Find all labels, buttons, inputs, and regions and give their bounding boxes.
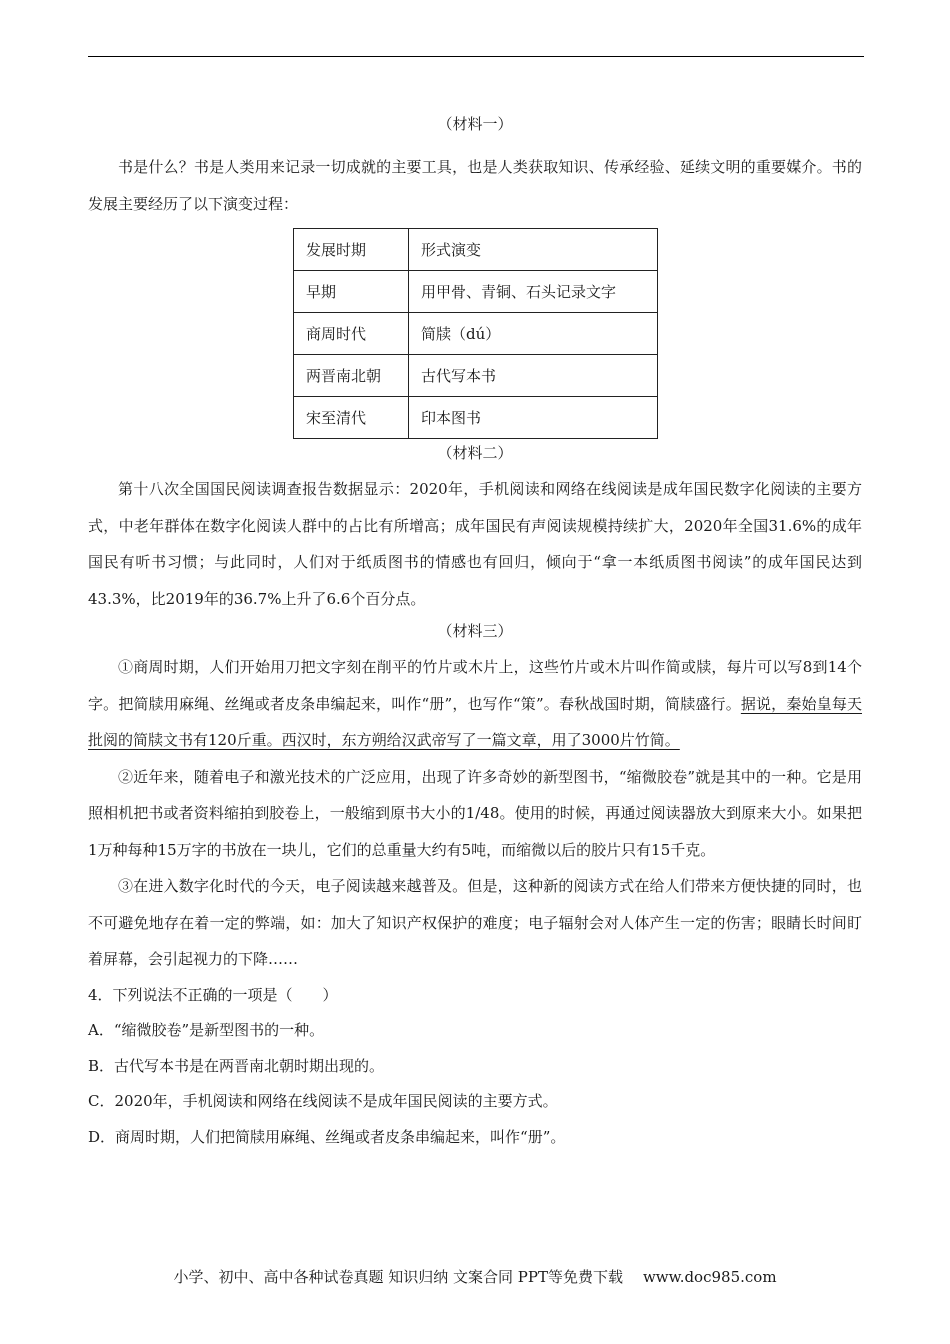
material-3-paragraph-3: ③在进入数字化时代的今天，电子阅读越来越普及。但是，这种新的阅读方式在给人们带来方便快捷的同时，也不可避免地存在着一定的弊端，如：加大了知识产权保护的难度；电子辐射会对人体产生一定的伤害；眼睛长时间盯着屏幕，会引起视力的下降…… [88,877,862,968]
material-1-heading: （材料一） [437,115,513,133]
table-row [294,271,658,313]
page-footer [0,1266,950,1287]
table-cell: 印本图书 [409,397,658,439]
document-body [88,112,862,1155]
table-cell: 用甲骨、青铜、石头记录文字 [409,271,658,313]
table-cell: 宋至清代 [294,397,409,439]
option-d: D．商周时期，人们把简牍用麻绳、丝绳或者皮条串编起来，叫作“册”。 [88,1127,566,1146]
material-1-intro: 书是什么？书是人类用来记录一切成就的主要工具，也是人类获取知识、传承经验、延续文明的重要媒介。书的发展主要经历了以下演变过程： [88,158,862,213]
table-header-row [294,229,658,271]
table-row [294,313,658,355]
header-rule [88,56,864,57]
option-b: B．古代写本书是在两晋南北朝时期出现的。 [88,1056,385,1075]
table-cell: 商周时代 [294,313,409,355]
material-2-text: 第十八次全国国民阅读调查报告数据显示：2020年，手机阅读和网络在线阅读是成年国民数字化阅读的主要方式，中老年群体在数字化阅读人群中的占比有所增高；成年国民有声阅读规模持续扩大，2020年全国31.6%的成年国民有听书习惯；与此同时，人们对于纸质图书的情感也有回归，倾向于“拿一本纸质图书阅读”的成年国民达到43.3%，比2019年的36.7%上升了6.6个百分点。 [88,480,862,608]
underlined-sentence: 据说，秦始皇每天批阅的简牍文书有120斤重。西汉时，东方朔给汉武帝写了一篇文章，用了3000片竹简。 [88,694,862,749]
option-a: A．“缩微胶卷”是新型图书的一种。 [88,1021,325,1039]
material-3-heading: （材料三） [437,622,513,640]
table-row [294,397,658,439]
footer-text: 小学、初中、高中各种试卷真题 知识归纳 文案合同 PPT等免费下载 [173,1268,623,1286]
footer-url[interactable]: www.doc985.com [642,1268,777,1286]
table-header-cell: 发展时期 [294,229,409,271]
book-evolution-table [293,228,658,439]
material-3-paragraph-2: ②近年来，随着电子和激光技术的广泛应用，出现了许多奇妙的新型图书，“缩微胶卷”就是其中的一种。它是用照相机把书或者资料缩拍到胶卷上，一般缩到原书大小的1/48。使用的时候，再通过阅读器放大到原来大小。如果把1万种每种15万字的书放在一块儿，它们的总重量大约有5吨，而缩微以后的胶片只有15千克。 [88,767,862,859]
paragraph-1-text: ①商周时期，人们开始用刀把文字刻在削平的竹片或木片上，这些竹片或木片叫作简或牍，每片可以写8到14个字。把简牍用麻绳、丝绳或者皮条串编起来，叫作“册”，也写作“策”。春秋战国时期，简牍盛行。 [88,658,862,713]
table-cell: 简牍（dú） [409,313,658,355]
material-2-heading: （材料二） [437,444,513,462]
material-3-paragraph-1 [88,649,862,759]
table-row [294,355,658,397]
table-header-cell: 形式演变 [409,229,658,271]
question-stem: 4．下列说法不正确的一项是（ ） [88,985,338,1004]
table-cell: 两晋南北朝 [294,355,409,397]
table-cell: 早期 [294,271,409,313]
table-cell: 古代写本书 [409,355,658,397]
option-c: C．2020年，手机阅读和网络在线阅读不是成年国民阅读的主要方式。 [88,1092,558,1110]
